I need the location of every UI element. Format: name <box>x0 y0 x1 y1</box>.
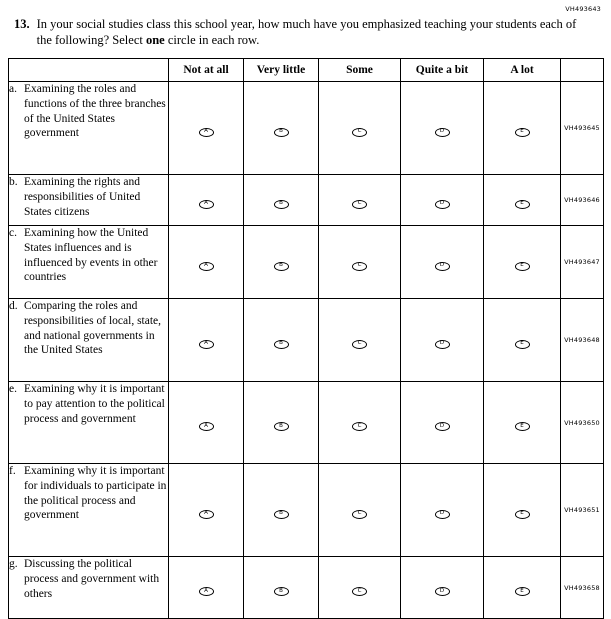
column-header-not-at-all: Not at all <box>169 59 244 82</box>
table-row <box>9 226 604 299</box>
answer-circle[interactable]: D <box>435 262 450 271</box>
answer-circle[interactable]: C <box>352 200 367 209</box>
row-letter: g. <box>9 558 18 571</box>
answer-circle[interactable]: B <box>274 128 289 137</box>
answer-circle[interactable]: A <box>199 510 214 519</box>
row-letter: d. <box>9 300 18 313</box>
answer-circle[interactable]: A <box>199 422 214 431</box>
answer-circle[interactable]: C <box>352 340 367 349</box>
answer-circle[interactable]: B <box>274 340 289 349</box>
answer-circle[interactable]: A <box>199 128 214 137</box>
answer-circle[interactable]: A <box>199 262 214 271</box>
answer-circle[interactable]: E <box>515 128 530 137</box>
row-code: VH493648 <box>561 299 604 382</box>
answer-circle[interactable]: D <box>435 422 450 431</box>
answer-circle[interactable]: E <box>515 262 530 271</box>
answer-circle[interactable]: B <box>274 262 289 271</box>
table-row <box>9 557 604 619</box>
answer-circle[interactable]: B <box>274 422 289 431</box>
answer-circle[interactable]: C <box>352 587 367 596</box>
empty-code-header-cell <box>561 59 604 82</box>
question-bold-word: one <box>145 32 165 47</box>
row-label: Examining the rights and responsibilities of United States citizens <box>24 176 141 218</box>
answer-circle[interactable]: E <box>515 340 530 349</box>
answer-circle[interactable]: C <box>352 422 367 431</box>
answer-circle[interactable]: E <box>515 200 530 209</box>
answer-circle[interactable]: E <box>515 510 530 519</box>
table-row <box>9 299 604 382</box>
row-letter: e. <box>9 383 17 396</box>
row-letter: b. <box>9 176 18 189</box>
answer-circle[interactable]: E <box>515 422 530 431</box>
row-code: VH493650 <box>561 382 604 464</box>
row-code: VH493651 <box>561 464 604 557</box>
answer-circle[interactable]: C <box>352 262 367 271</box>
page-code: VH493643 <box>565 5 601 13</box>
answer-circle[interactable]: D <box>435 510 450 519</box>
question-13 <box>14 17 577 48</box>
table-row <box>9 82 604 175</box>
row-label: Examining why it is important to pay attention to the political process and government <box>24 383 165 425</box>
column-header-very-little: Very little <box>244 59 319 82</box>
column-header-a-lot: A lot <box>484 59 561 82</box>
row-letter: a. <box>9 83 17 96</box>
row-label: Discussing the political process and government with others <box>24 558 160 600</box>
answer-circle[interactable]: E <box>515 587 530 596</box>
row-label: Examining why it is important for individuals to participate in the political process and government <box>24 465 167 522</box>
row-code: VH493645 <box>561 82 604 175</box>
row-letter: f. <box>9 465 16 478</box>
response-matrix <box>8 58 604 619</box>
row-label: Examining the roles and functions of the three branches of the United States government <box>24 83 166 140</box>
column-header-some: Some <box>319 59 401 82</box>
row-label: Examining how the United States influences and is influenced by events in other countries <box>24 227 158 284</box>
table-row <box>9 464 604 557</box>
answer-circle[interactable]: D <box>435 200 450 209</box>
row-label: Comparing the roles and responsibilities of local, state, and national governments in the United States <box>24 300 162 357</box>
row-code: VH493658 <box>561 557 604 619</box>
empty-header-cell <box>9 59 169 82</box>
question-text: In your social studies class this school year, how much have you emphasized teaching your students each of the following? Select one circle in each row. <box>36 17 577 47</box>
answer-circle[interactable]: A <box>199 340 214 349</box>
column-header-quite-a-bit: Quite a bit <box>401 59 484 82</box>
answer-circle[interactable]: C <box>352 128 367 137</box>
answer-circle[interactable]: B <box>274 510 289 519</box>
table-row <box>9 175 604 226</box>
header-row <box>9 59 604 82</box>
answer-circle[interactable]: C <box>352 510 367 519</box>
answer-circle[interactable]: D <box>435 128 450 137</box>
row-code: VH493646 <box>561 175 604 226</box>
question-number: 13. <box>14 17 30 31</box>
row-letter: c. <box>9 227 17 240</box>
answer-circle[interactable]: A <box>199 587 214 596</box>
answer-circle[interactable]: B <box>274 587 289 596</box>
answer-circle[interactable]: D <box>435 340 450 349</box>
table-row <box>9 382 604 464</box>
answer-circle[interactable]: A <box>199 200 214 209</box>
answer-circle[interactable]: D <box>435 587 450 596</box>
row-code: VH493647 <box>561 226 604 299</box>
answer-circle[interactable]: B <box>274 200 289 209</box>
